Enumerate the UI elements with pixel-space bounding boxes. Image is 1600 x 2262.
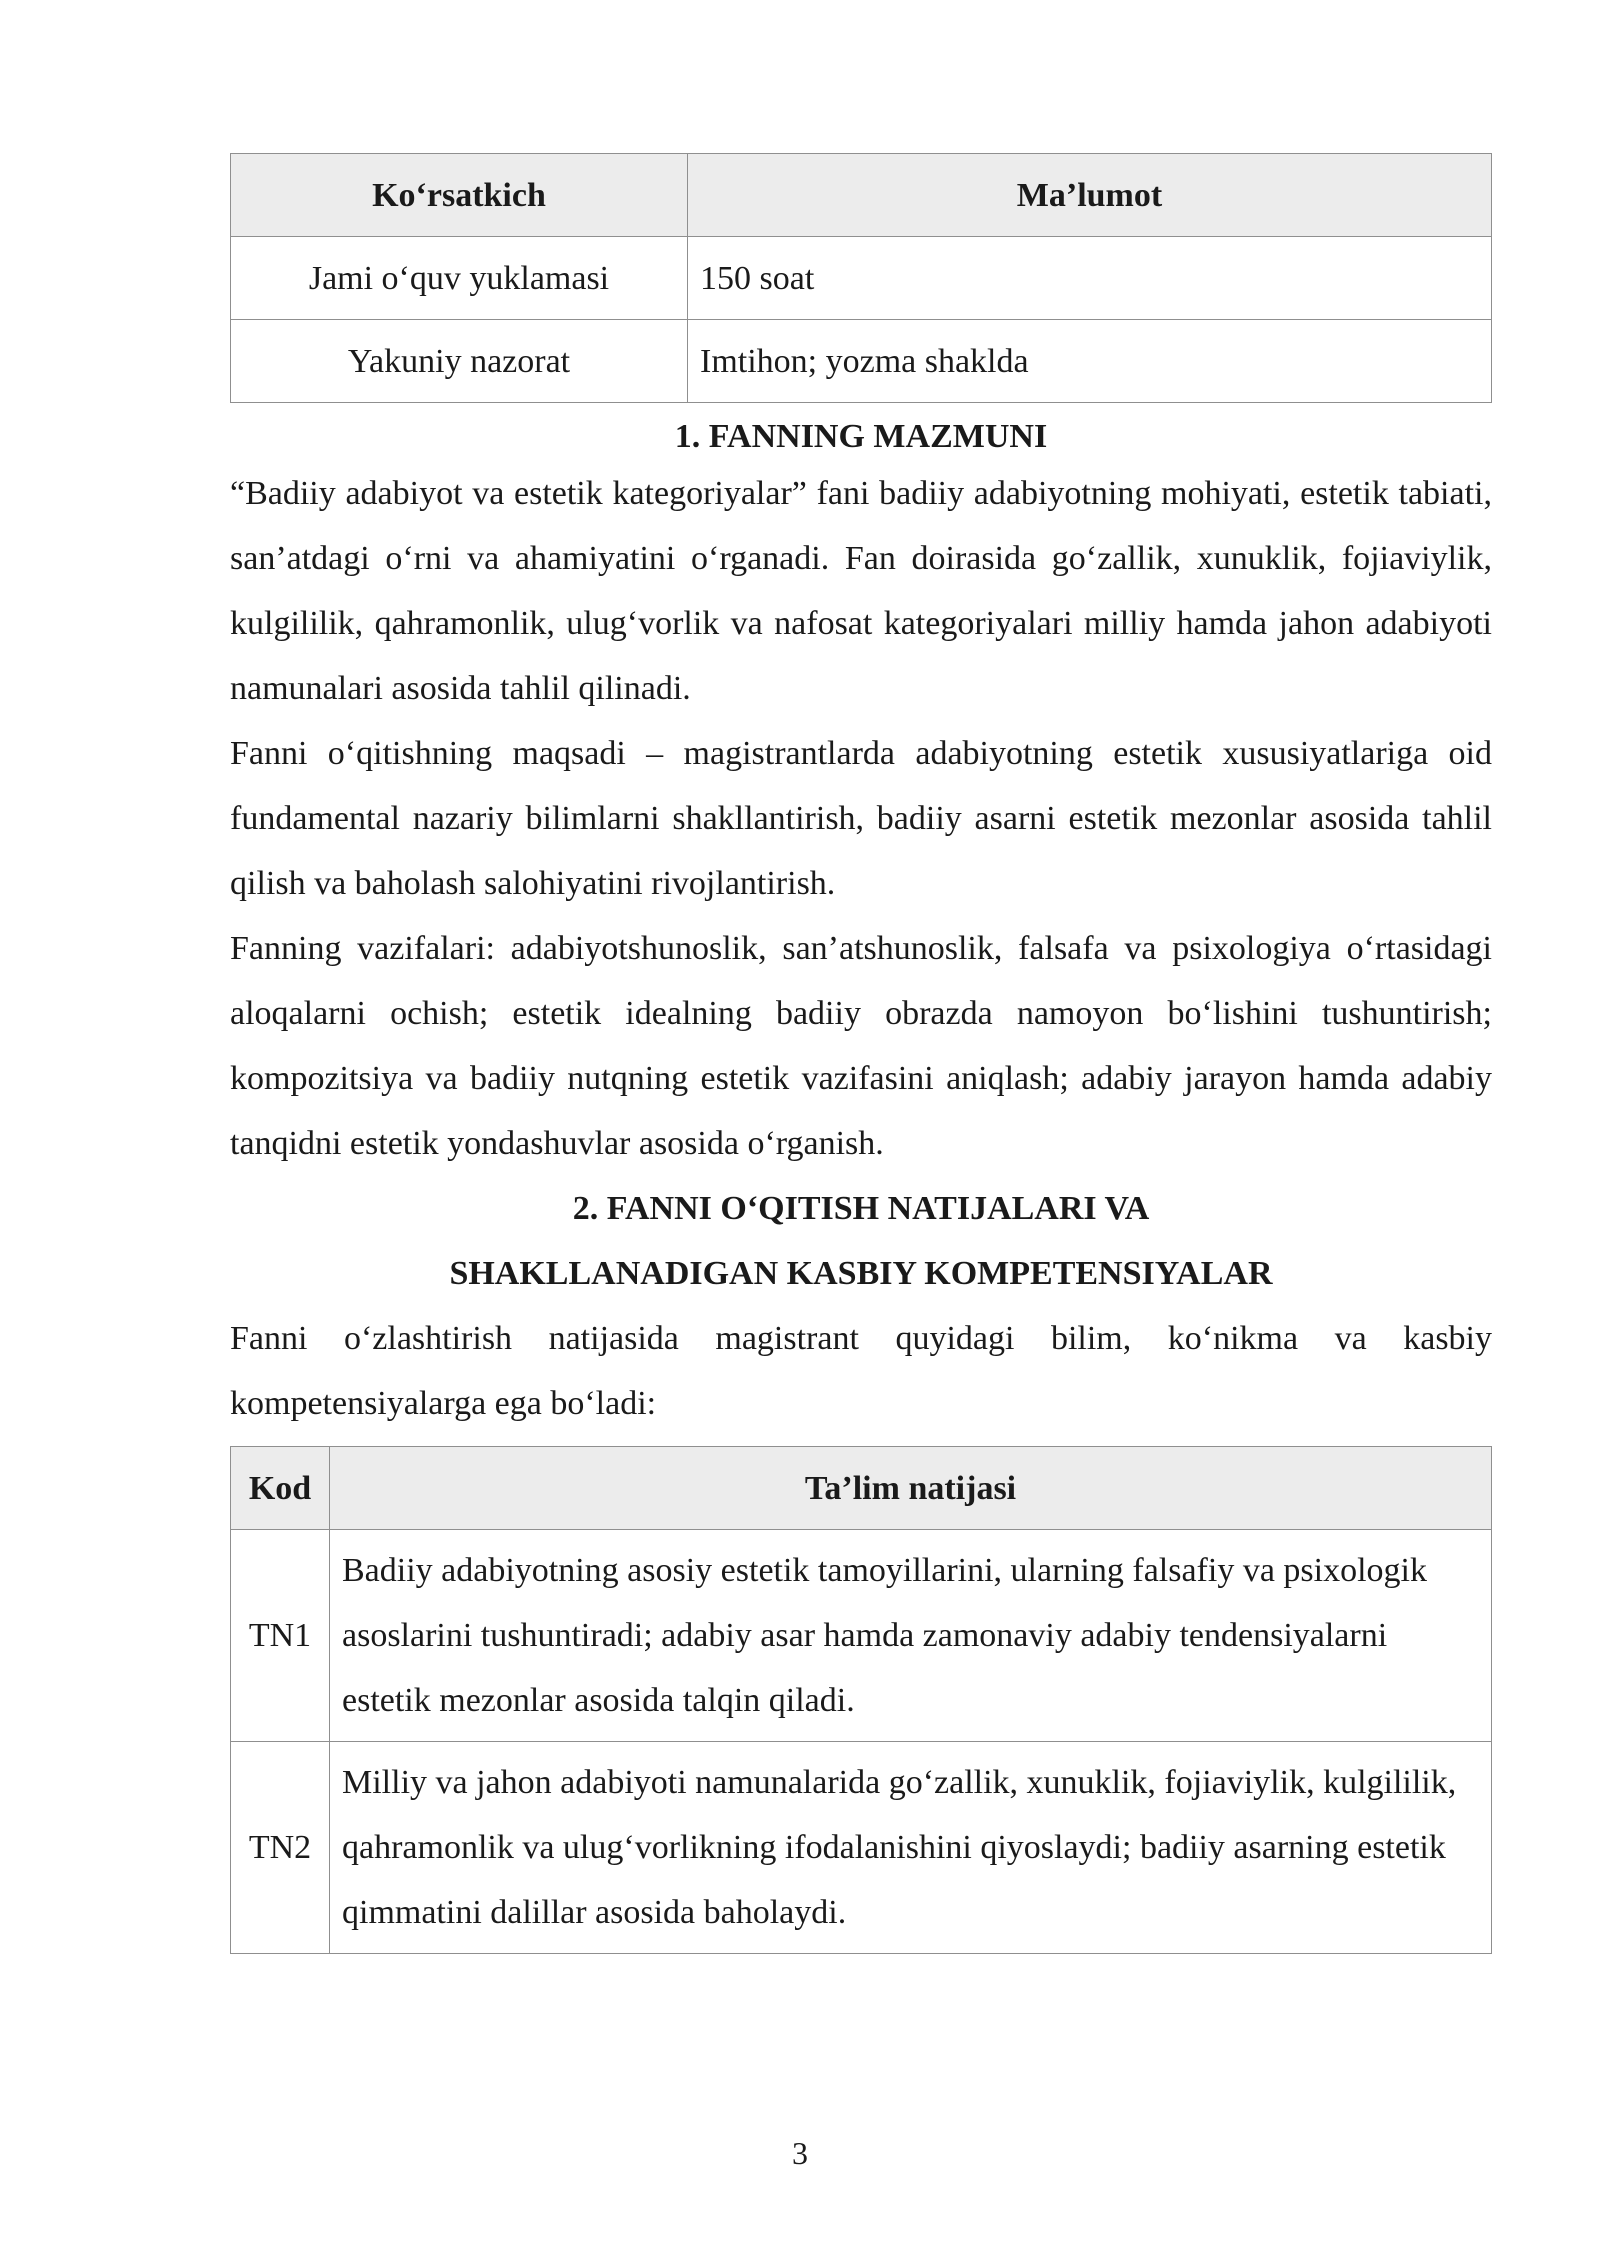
table-cell: TN1: [231, 1530, 330, 1742]
table-cell: Badiiy adabiyotning asosiy estetik tamoyillarini, ularning falsafiy va psixologik asoslarini tushuntiradi; adabiy asar hamda zamonaviy adabiy tendensiyalarni estetik mezonlar asosida talqin qiladi.: [330, 1530, 1492, 1742]
outcomes-table: [230, 1446, 1492, 1954]
table-cell: Milliy va jahon adabiyoti namunalarida go‘zallik, xunuklik, fojiaviylik, kulgililik, qahramonlik va ulug‘vorlikning ifodalanishini qiyoslaydi; badiiy asarning estetik qimmatini dalillar asosida baholaydi.: [330, 1742, 1492, 1954]
table-row: [231, 1530, 1492, 1742]
table-cell: 150 soat: [688, 237, 1492, 320]
table-cell: Yakuniy nazorat: [231, 320, 688, 403]
table-row: [231, 320, 1492, 403]
table-row: [231, 1742, 1492, 1954]
info-table: [230, 153, 1492, 403]
section-heading: SHAKLLANADIGAN KASBIY KOMPETENSIYALAR: [449, 1255, 1273, 1292]
table-row: [231, 237, 1492, 320]
paragraph: Fanning vazifalari: adabiyotshunoslik, san’atshunoslik, falsafa va psixologiya o‘rtasidagi aloqalarni ochish; estetik idealning badiiy obrazda namoyon bo‘lishini tushuntirish; kompozitsiya va badiiy nutqning estetik vazifasini aniqlash; adabiy jarayon hamda adabiy tanqidni estetik yondashuvlar asosida o‘rganish.: [230, 930, 1492, 1162]
outcomes-table-header: Ta’lim natijasi: [330, 1447, 1492, 1530]
page-number: 3: [792, 2135, 808, 2171]
outcomes-table-header-row: [231, 1447, 1492, 1530]
info-table-header: Ma’lumot: [688, 154, 1492, 237]
table-cell: Jami o‘quv yuklamasi: [231, 237, 688, 320]
table-cell: TN2: [231, 1742, 330, 1954]
section-heading: 1. FANNING MAZMUNI: [674, 418, 1048, 455]
info-table-header-row: [231, 154, 1492, 237]
paragraph: Fanni o‘qitishning maqsadi – magistrantlarda adabiyotning estetik xususiyatlariga oid fundamental nazariy bilimlarni shakllantirish, badiiy asarni estetik mezonlar asosida tahlil qilish va baholash salohiyatini rivojlantirish.: [230, 735, 1492, 902]
table-cell: Imtihon; yozma shaklda: [688, 320, 1492, 403]
section-heading: 2. FANNI O‘QITISH NATIJALARI VA: [572, 1190, 1150, 1227]
paragraph: Fanni o‘zlashtirish natijasida magistrant quyidagi bilim, ko‘nikma va kasbiy kompetensiyalarga ega bo‘ladi:: [230, 1320, 1492, 1422]
document-page: [230, 153, 1492, 1954]
info-table-header: Ko‘rsatkich: [231, 154, 688, 237]
paragraph: “Badiiy adabiyot va estetik kategoriyalar” fani badiiy adabiyotning mohiyati, estetik tabiati, san’atdagi o‘rni va ahamiyatini o‘rganadi. Fan doirasida go‘zallik, xunuklik, fojiaviylik, kulgililik, qahramonlik, ulug‘vorlik va nafosat kategoriyalari milliy hamda jahon adabiyoti namunalari asosida tahlil qilinadi.: [230, 475, 1492, 707]
outcomes-table-header: Kod: [231, 1447, 330, 1530]
